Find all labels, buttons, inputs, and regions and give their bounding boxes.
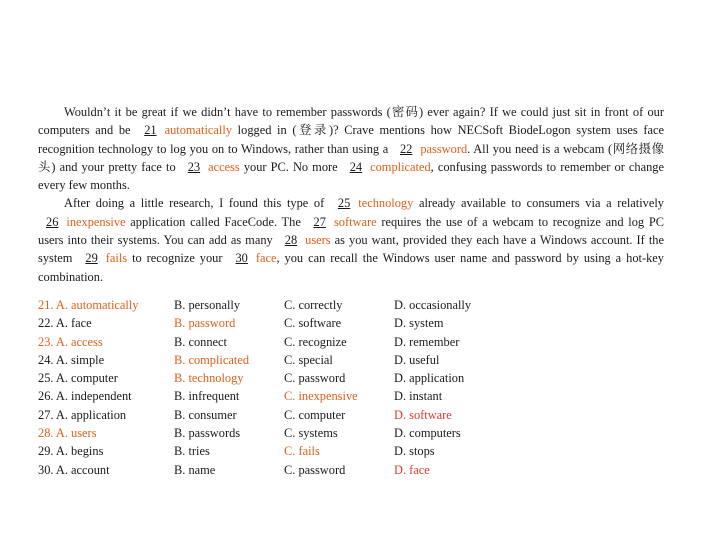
option-c: C. password xyxy=(284,371,346,386)
option-b: B. connect xyxy=(174,334,227,349)
blank-25-answer: technology xyxy=(358,196,414,211)
passage-text: application called FaceCode. The xyxy=(125,214,306,229)
option-b: B. infrequent xyxy=(174,389,240,404)
option-c: C. password xyxy=(284,462,346,477)
option-b: B. consumer xyxy=(174,407,237,422)
paragraph-1 xyxy=(38,103,664,194)
blank-26-answer: inexpensive xyxy=(66,214,126,229)
option-c: C. computer xyxy=(284,407,346,422)
option-a: 22. A. face xyxy=(38,316,92,331)
blank-25-number: 25 xyxy=(337,196,351,211)
option-d: D. application xyxy=(394,371,465,386)
option-d: D. remember xyxy=(394,334,460,349)
option-a: 29. A. begins xyxy=(38,444,104,459)
passage-text: already available to consumers via a relatively xyxy=(413,196,664,211)
blank-24-answer: complicated xyxy=(370,159,431,174)
option-b: B. personally xyxy=(174,298,241,312)
passage-text: , confusing passwords to remember or change every few months. xyxy=(38,159,664,193)
blank-22-number: 22 xyxy=(399,141,413,156)
blank-29-answer: fails xyxy=(105,251,128,266)
blank-28-number: 28 xyxy=(284,233,298,248)
passage-text: logged in (登录)? Crave mentions how NECSoft BiodeLogon system uses face recognition technology to log you on to Windows, rather than using a xyxy=(38,123,664,156)
blank-28-answer: users xyxy=(305,233,331,248)
passage-text: your PC. No more xyxy=(239,159,342,174)
option-b: B. name xyxy=(174,462,216,477)
blank-24-number: 24 xyxy=(349,159,363,174)
blank-22-answer: password xyxy=(420,141,468,156)
option-a: 27. A. application xyxy=(38,407,127,422)
option-d: D. face xyxy=(394,462,430,477)
passage-text: . All you need is a webcam (网络摄像头) and your pretty face to xyxy=(38,141,664,174)
option-c: C. software xyxy=(284,316,342,331)
option-c: C. special xyxy=(284,352,333,367)
option-d: D. stops xyxy=(394,444,435,459)
cloze-passage xyxy=(38,103,664,286)
option-a: 26. A. independent xyxy=(38,389,132,404)
blank-27-answer: software xyxy=(333,214,377,229)
blank-30-number: 30 xyxy=(235,251,248,266)
passage-text: to recognize your xyxy=(127,251,228,266)
option-c: C. recognize xyxy=(284,334,347,349)
option-d: D. software xyxy=(394,407,452,422)
blank-23-number: 23 xyxy=(187,159,201,174)
option-a: 24. A. simple xyxy=(38,352,105,367)
blank-21-number: 21 xyxy=(144,123,157,138)
passage-text: requires the use of a webcam to recognize and log PC users into their systems. You can add as many xyxy=(38,214,664,248)
option-b: B. technology xyxy=(174,371,244,386)
option-a: 21. A. automatically xyxy=(38,298,139,312)
option-d: D. occasionally xyxy=(394,298,472,312)
blank-29-number: 29 xyxy=(85,251,98,266)
option-a: 23. A. access xyxy=(38,334,103,349)
blank-21-answer: automatically xyxy=(164,123,233,138)
blank-27-number: 27 xyxy=(313,214,326,229)
passage-text: Wouldn’t it be great if we didn’t have to remember passwords (密码) ever again? If we could just sit in front of our computers and be xyxy=(38,105,664,138)
option-d: D. computers xyxy=(394,426,461,441)
option-c: C. inexpensive xyxy=(284,389,358,404)
option-c: C. fails xyxy=(284,444,320,459)
paragraph-2 xyxy=(38,194,664,285)
option-b: B. passwords xyxy=(174,426,241,441)
option-d: D. useful xyxy=(394,352,440,367)
option-b: B. password xyxy=(174,316,236,331)
option-b: B. tries xyxy=(174,444,210,459)
option-b: B. complicated xyxy=(174,352,250,367)
option-a: 25. A. computer xyxy=(38,371,118,386)
option-a: 30. A. account xyxy=(38,462,110,477)
blank-23-answer: access xyxy=(208,159,240,174)
option-a: 28. A. users xyxy=(38,426,97,441)
option-c: C. systems xyxy=(284,426,338,441)
option-d: D. system xyxy=(394,316,444,331)
option-c: C. correctly xyxy=(284,298,343,312)
passage-text: as you want, provided they each have a Windows account. If the system xyxy=(38,233,664,266)
blank-30-answer: face xyxy=(255,251,277,266)
passage-text: After doing a little research, I found this type of xyxy=(64,196,330,211)
option-d: D. instant xyxy=(394,389,443,404)
passage-text: , you can recall the Windows user name and password by using a hot-key combination. xyxy=(38,251,664,284)
blank-26-number: 26 xyxy=(46,214,59,229)
